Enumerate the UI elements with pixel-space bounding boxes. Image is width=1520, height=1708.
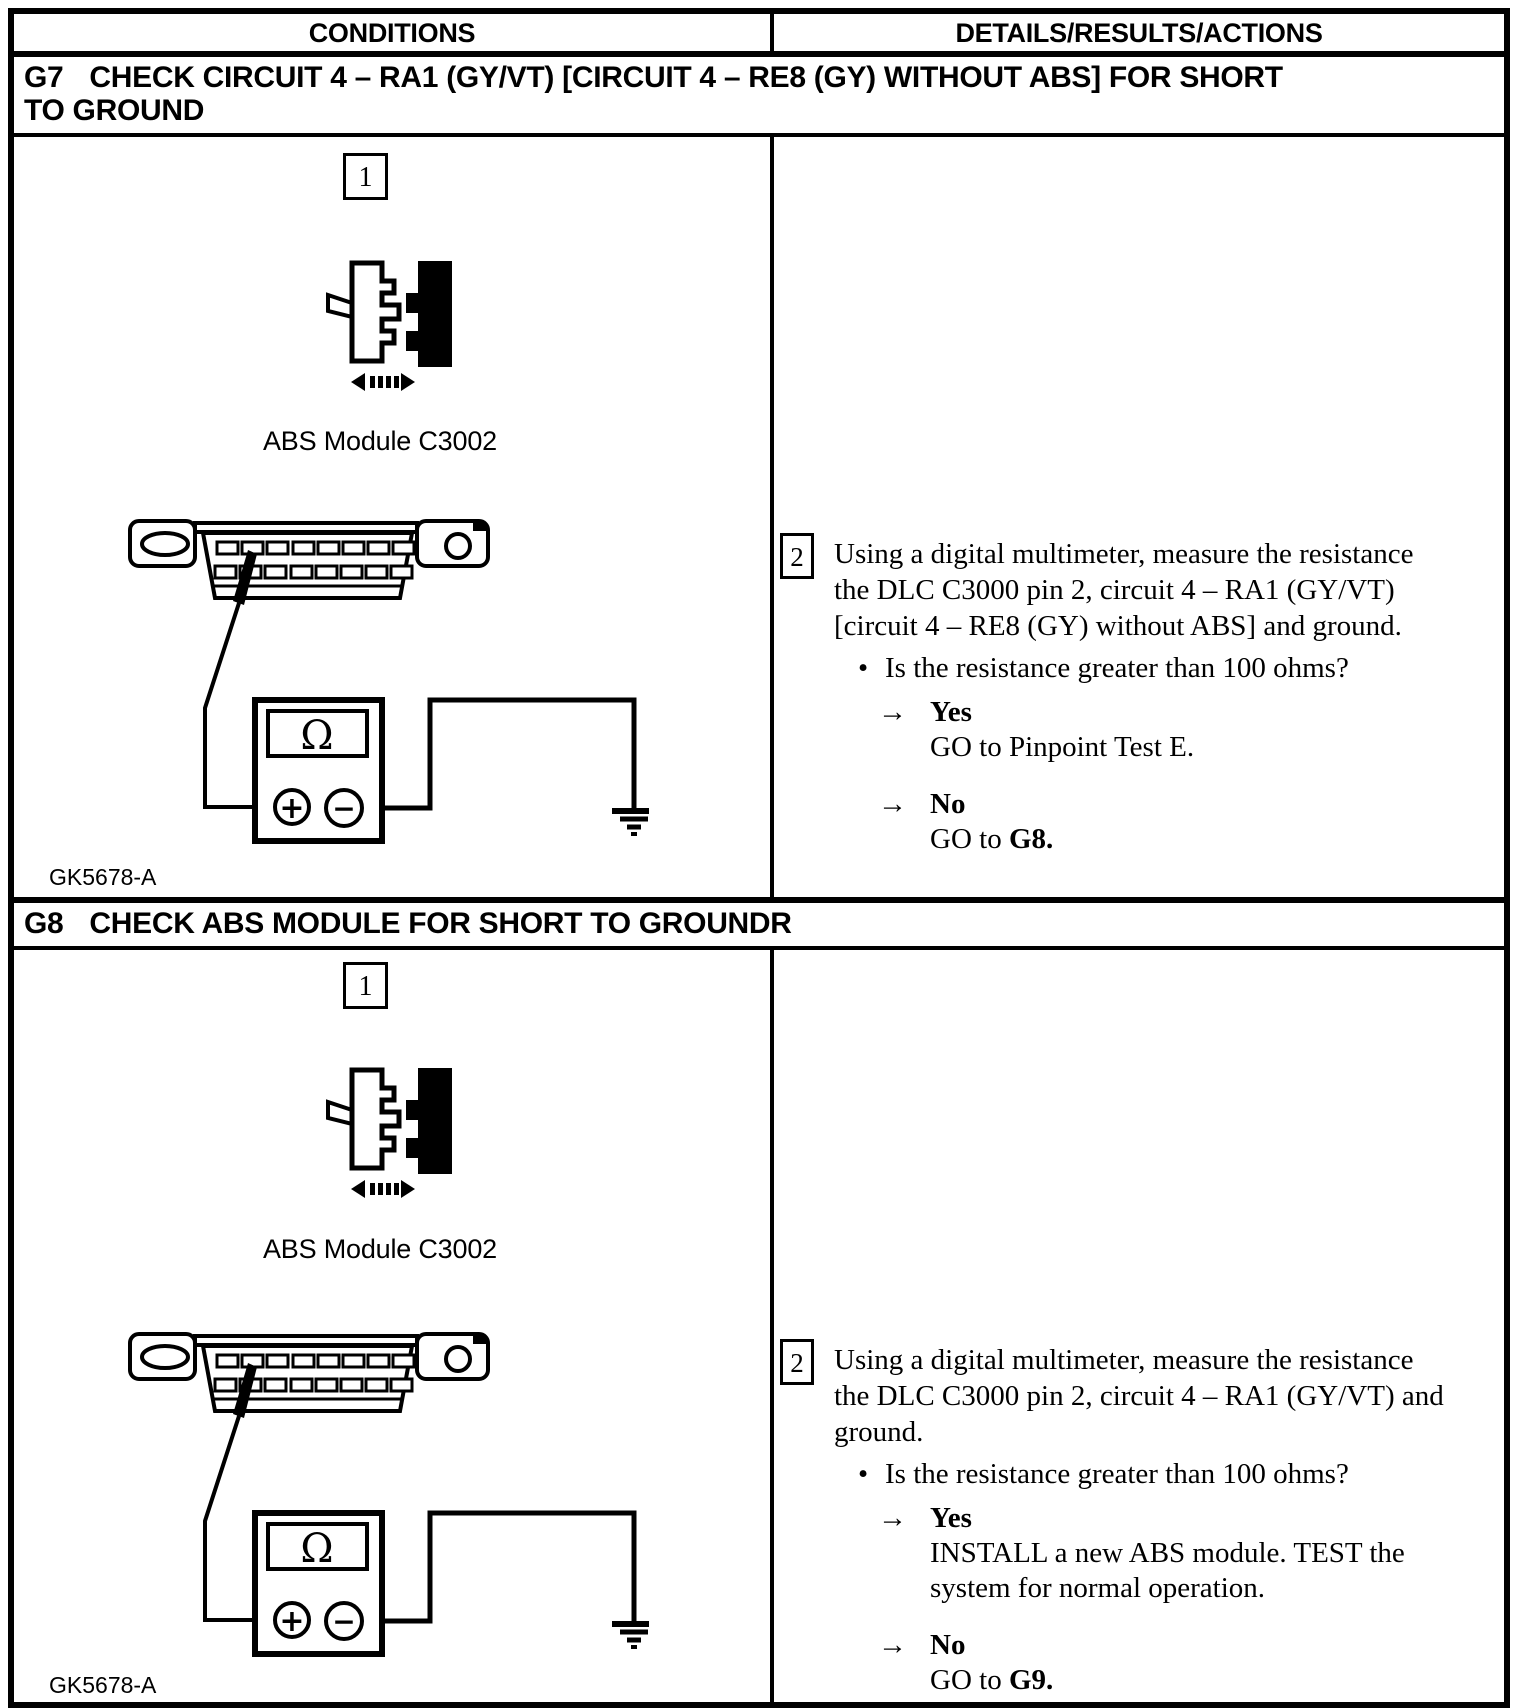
connector-left-half xyxy=(352,1070,399,1168)
section-id-g8: G8 xyxy=(24,907,64,940)
multimeter-icon xyxy=(255,700,382,841)
connector-left-half xyxy=(352,263,399,361)
minus-terminal-label: − xyxy=(332,792,356,825)
answer-no-label: No xyxy=(930,788,966,820)
question-row xyxy=(858,1456,1504,1492)
section-body-g8 xyxy=(14,950,1504,1702)
answer-no xyxy=(878,1628,1504,1698)
minus-terminal-label: − xyxy=(332,1605,356,1638)
measurement-circuit-diagram xyxy=(119,510,649,845)
connector-lever xyxy=(328,1102,352,1124)
answer-yes-action: INSTALL a new ABS module. TEST the system for normal operation. xyxy=(930,1537,1405,1604)
connector-disconnect-icon xyxy=(322,255,462,395)
bullet-icon: • xyxy=(858,652,869,684)
question-text: Is the resistance greater than 100 ohms? xyxy=(885,1458,1349,1490)
arrow-right-icon: → xyxy=(878,788,907,820)
step-number-box-2: 2 xyxy=(780,533,814,579)
ohm-symbol: Ω xyxy=(300,1526,334,1572)
question-text: Is the resistance greater than 100 ohms? xyxy=(885,652,1349,684)
conditions-cell-g8 xyxy=(14,950,770,1702)
arrow-right-icon: → xyxy=(878,696,907,728)
answer-yes xyxy=(878,695,1504,765)
step-2-row xyxy=(774,536,1504,644)
section-title-g7 xyxy=(14,57,1504,137)
ground-symbol-icon xyxy=(612,1624,649,1647)
answer-no-label: No xyxy=(930,1629,966,1661)
dlc-connector-diagram xyxy=(130,521,488,598)
details-cell-g8 xyxy=(770,950,1504,1702)
connector-lever xyxy=(328,295,352,317)
answer-no xyxy=(878,787,1504,857)
figure-id-label: GK5678-A xyxy=(49,864,157,890)
connector-disconnect-icon xyxy=(322,1062,462,1202)
header-conditions: CONDITIONS xyxy=(308,18,476,48)
connector-right-half xyxy=(406,1068,452,1174)
answer-no-action: GO to G9. xyxy=(930,1664,1054,1696)
step-number-box-1: 1 xyxy=(343,962,388,1009)
section-title-text-g8: CHECK ABS MODULE FOR SHORT TO GROUNDR xyxy=(89,907,792,940)
details-cell-g7 xyxy=(770,137,1504,897)
ohm-symbol: Ω xyxy=(300,713,334,759)
ground-wire xyxy=(362,700,634,809)
connector-label: ABS Module C3002 xyxy=(263,426,497,456)
bullet-icon: • xyxy=(858,1458,869,1490)
step-2-row xyxy=(774,1342,1504,1450)
connector-right-half xyxy=(406,261,452,367)
ground-symbol-icon xyxy=(612,811,649,834)
step-number-box-2: 2 xyxy=(780,1339,814,1385)
answer-no-action: GO to G8. xyxy=(930,823,1054,855)
section-title-text-g7: CHECK CIRCUIT 4 – RA1 (GY/VT) [CIRCUIT 4 – RE8 (GY) WITHOUT ABS] FOR SHORT TO GROUND xyxy=(24,61,1283,127)
answer-yes-label: Yes xyxy=(930,696,972,728)
step-number-box-1: 1 xyxy=(343,153,388,200)
table-header-row xyxy=(14,14,1504,57)
answer-yes-label: Yes xyxy=(930,1502,972,1534)
question-row xyxy=(858,650,1504,686)
answer-yes-action: GO to Pinpoint Test E. xyxy=(930,731,1195,763)
step-2-instruction: Using a digital multimeter, measure the resistance the DLC C3000 pin 2, circuit 4 – RA1 (GY/VT) [circuit 4 – RE8 (GY) without ABS] and ground. xyxy=(834,538,1414,642)
plus-terminal-label: + xyxy=(279,1604,305,1639)
disconnect-arrows-icon xyxy=(351,373,415,391)
dlc-connector-diagram xyxy=(130,1334,488,1411)
plus-terminal-label: + xyxy=(279,791,305,826)
measurement-circuit-diagram xyxy=(119,1323,649,1658)
connector-label: ABS Module C3002 xyxy=(263,1234,497,1264)
ground-wire xyxy=(362,1513,634,1622)
section-title-g8 xyxy=(14,903,1504,950)
multimeter-icon xyxy=(255,1513,382,1654)
header-details: DETAILS/RESULTS/ACTIONS xyxy=(770,14,1504,51)
answer-yes xyxy=(878,1501,1504,1606)
section-id-g7: G7 xyxy=(24,61,64,94)
pinpoint-test-table xyxy=(8,8,1510,1708)
arrow-right-icon: → xyxy=(878,1629,907,1661)
section-body-g7 xyxy=(14,137,1504,903)
step-2-instruction: Using a digital multimeter, measure the resistance the DLC C3000 pin 2, circuit 4 – RA1 (GY/VT) and ground. xyxy=(834,1344,1444,1448)
figure-id-label: GK5678-A xyxy=(49,1672,157,1698)
conditions-cell-g7 xyxy=(14,137,770,897)
arrow-right-icon: → xyxy=(878,1502,907,1534)
disconnect-arrows-icon xyxy=(351,1180,415,1198)
